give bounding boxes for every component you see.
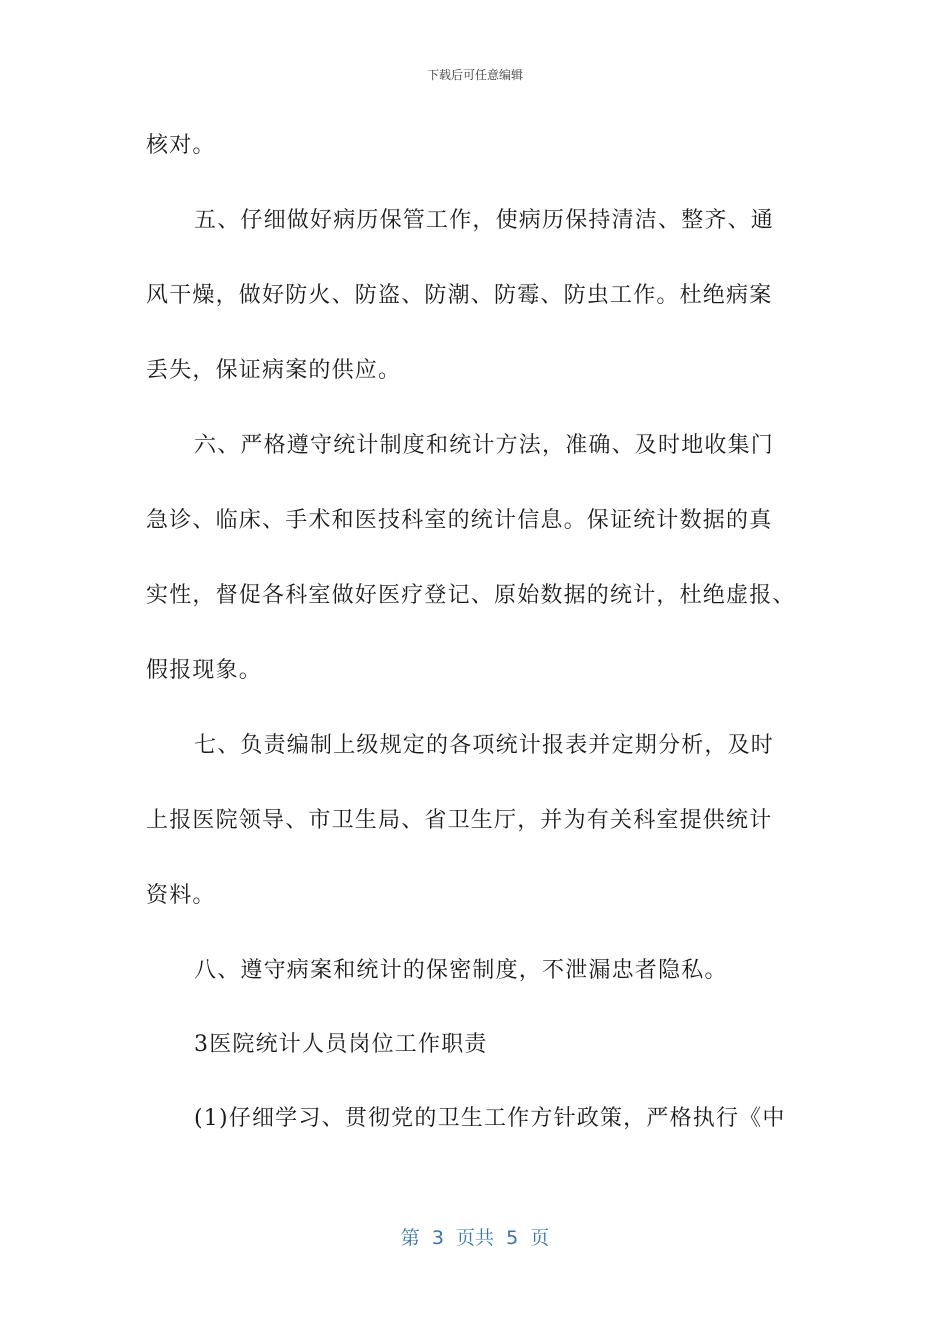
text-line: 实性，督促各科室做好医疗登记、原始数据的统计，杜绝虚报、 (146, 583, 796, 608)
text-line: 丢失，保证病案的供应。 (146, 358, 402, 383)
text-line: 假报现象。 (146, 658, 263, 683)
page-header: 下载后可任意编辑 (426, 68, 523, 82)
text-line: 急诊、临床、手术和医技科室的统计信息。保证统计数据的真 (146, 508, 773, 533)
section-heading: 3医院统计人员岗位工作职责 (194, 1032, 488, 1057)
text-line: 八、遵守病案和统计的保密制度，不泄漏忠者隐私。 (194, 958, 728, 983)
text-line: 风干燥，做好防火、防盗、防潮、防霉、防虫工作。杜绝病案 (146, 283, 773, 308)
text-line: 上报医院领导、市卫生局、省卫生厅，并为有关科室提供统计 (146, 808, 773, 833)
text-line: 六、严格遵守统计制度和统计方法，准确、及时地收集门 (194, 433, 775, 458)
document-body (146, 128, 826, 1176)
text-line: 资料。 (146, 883, 216, 908)
page-number-footer: 第 3 页共 5 页 (400, 1227, 550, 1249)
text-line: 七、负责编制上级规定的各项统计报表并定期分析，及时 (194, 733, 775, 758)
text-line: 五、仔细做好病历保管工作，使病历保持清洁、整齐、通 (194, 208, 775, 233)
text-line: (1)仔细学习、贯彻党的卫生工作方针政策，严格执行《中 (194, 1106, 786, 1131)
text-line: 核对。 (146, 133, 216, 158)
